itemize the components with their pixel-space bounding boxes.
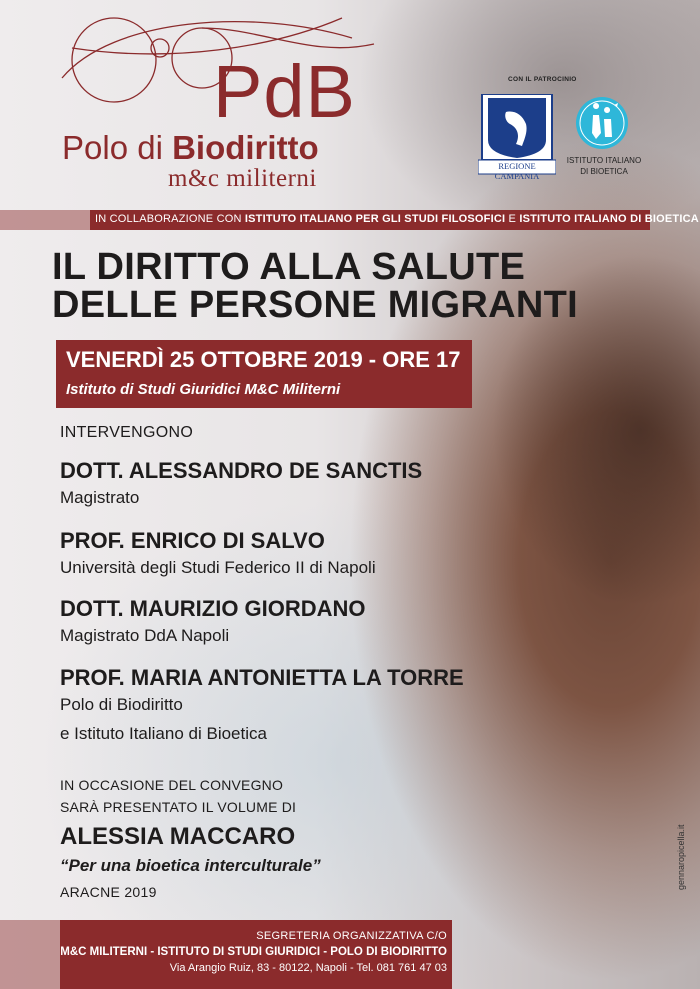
speaker-role: Magistrato: [60, 488, 140, 507]
book-publisher: ARACNE 2019: [60, 884, 157, 900]
designer-credit: gennaropicella.it: [676, 824, 686, 890]
speaker-name: PROF. ENRICO DI SALVO: [60, 528, 325, 553]
event-date: VENERDÌ 25 OTTOBRE 2019 - ORE 17: [66, 347, 461, 372]
event-venue: Istituto di Studi Giuridici M&C Militerni: [66, 381, 341, 398]
pdb-logo-text: PdB: [213, 50, 356, 133]
speaker-name: DOTT. ALESSANDRO DE SANCTIS: [60, 458, 423, 483]
collab-org2: ISTITUTO ITALIANO DI BIOETICA: [519, 213, 699, 225]
book-author: ALESSIA MACCARO: [60, 823, 296, 850]
speaker-role: e Istituto Italiano di Bioetica: [60, 724, 267, 743]
presentation-line1: IN OCCASIONE DEL CONVEGNO: [60, 777, 284, 793]
footer-line3: Via Arangio Ruiz, 83 - 80122, Napoli - Tel. 081 761 47 03: [169, 962, 447, 974]
polo-bold: Biodiritto: [172, 129, 319, 166]
polo-prefix: Polo di: [62, 129, 173, 166]
regione-campania-label: REGIONE CAMPANIA: [494, 161, 540, 181]
bioetica-line2: DI BIOETICA: [580, 167, 628, 176]
istituto-bioetica-label: [566, 155, 642, 177]
bioetica-line1: ISTITUTO ITALIANO: [566, 156, 642, 165]
footer-line1: SEGRETERIA ORGANIZZATIVA C/O: [256, 930, 447, 942]
title-line2: DELLE PERSONE MIGRANTI: [52, 284, 578, 326]
footer-left-strip: [0, 920, 60, 989]
speaker-name: PROF. MARIA ANTONIETTA LA TORRE: [60, 665, 464, 690]
collaboration-text: [95, 213, 699, 225]
istituto-bioetica-logo-icon: [574, 95, 630, 151]
book-title: “Per una bioetica interculturale”: [60, 856, 321, 875]
militerni-logo-text: m&c militerni: [168, 165, 317, 192]
collab-joiner: E: [505, 213, 520, 225]
speaker-role: Università degli Studi Federico II di Napoli: [60, 558, 376, 577]
polo-logo-text: [62, 130, 319, 166]
patronage-label: CON IL PATROCINIO: [508, 76, 577, 83]
title-line1: IL DIRITTO ALLA SALUTE: [52, 246, 526, 288]
collaboration-bar-left: [0, 210, 90, 230]
footer-line2: M&C MILITERNI - ISTITUTO DI STUDI GIURIDICI - POLO DI BIODIRITTO: [60, 946, 447, 958]
presentation-line2: SARÀ PRESENTATO IL VOLUME DI: [60, 799, 297, 815]
speaker-name: DOTT. MAURIZIO GIORDANO: [60, 596, 366, 621]
speakers-label: INTERVENGONO: [60, 424, 194, 441]
speaker-role: Polo di Biodiritto: [60, 695, 183, 714]
collab-org1: ISTITUTO ITALIANO PER GLI STUDI FILOSOFICI: [244, 213, 506, 225]
speaker-role: Magistrato DdA Napoli: [60, 626, 230, 645]
collab-prefix: IN COLLABORAZIONE CON: [95, 213, 245, 225]
